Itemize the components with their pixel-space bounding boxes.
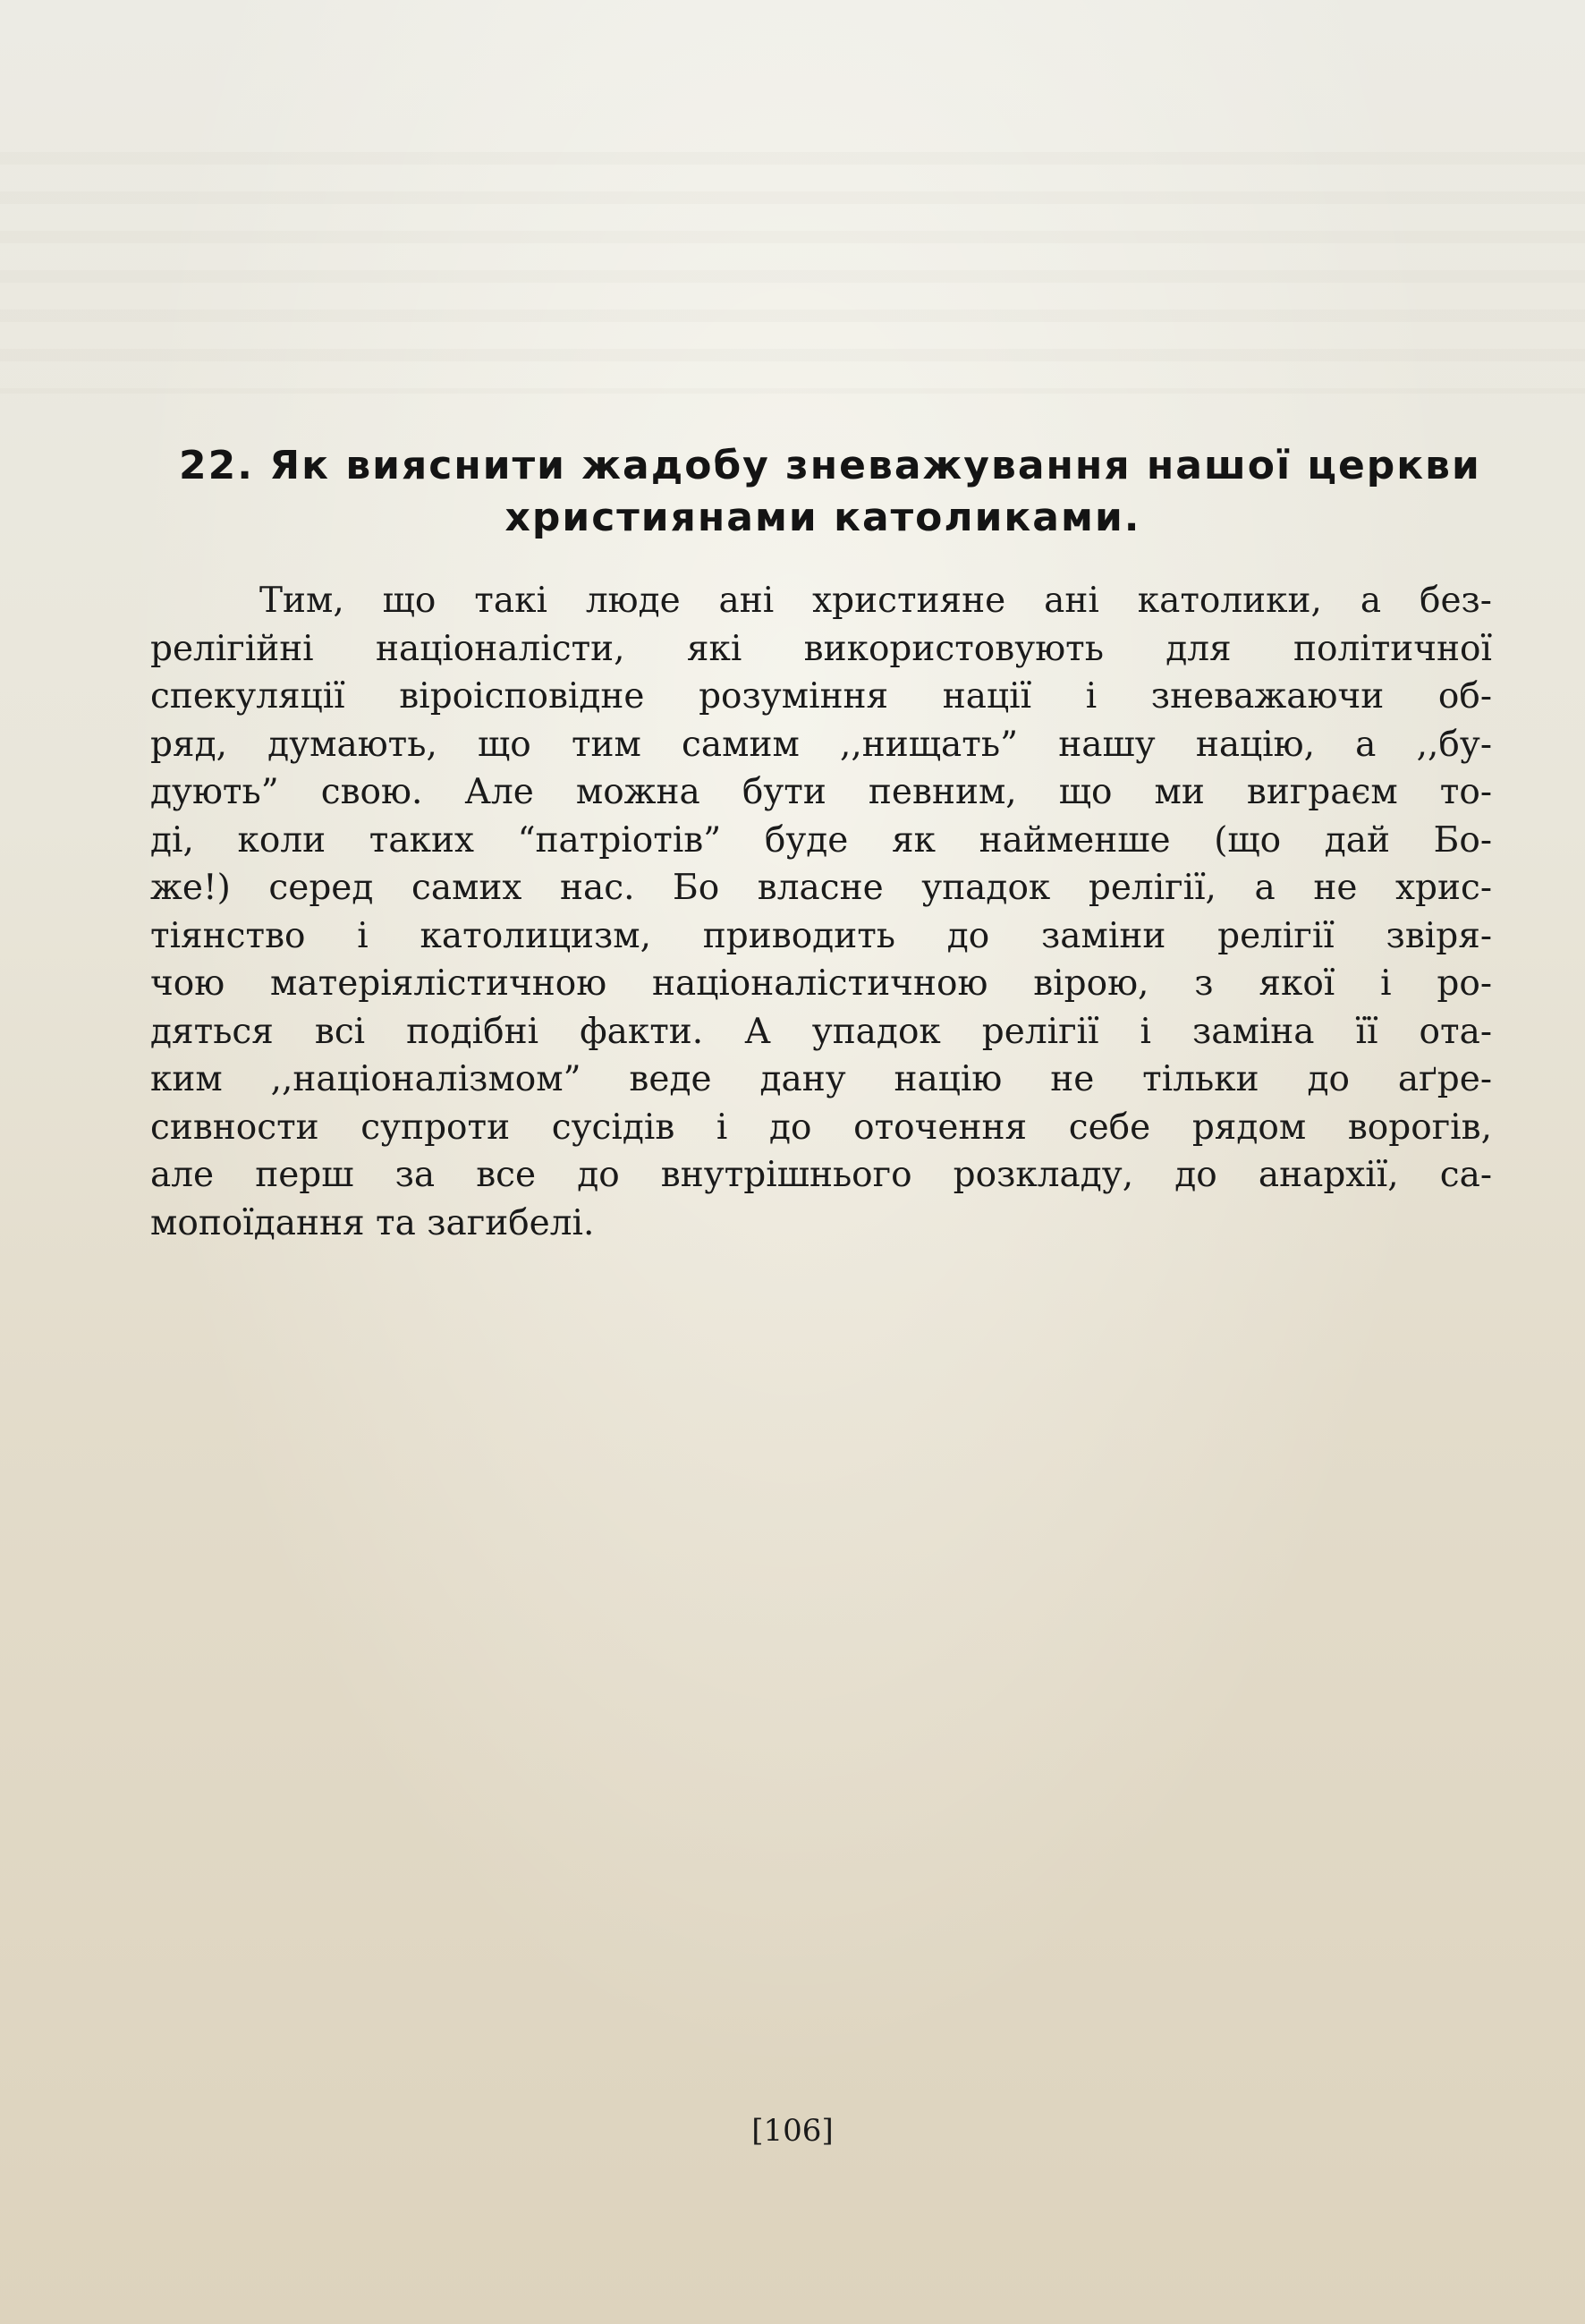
page-number: [106] — [751, 2113, 834, 2149]
paragraph-line: мопоїдання та загибелі. — [150, 1202, 595, 1243]
paragraph-line: сивности супроти сусідів і до оточення себе рядом ворогів, — [150, 1107, 1492, 1148]
paragraph-line: релігійні націоналісти, які використовують для політичної — [150, 628, 1492, 669]
paragraph-line: дують” свою. Але можна бути певним, що ми виграєм то- — [150, 772, 1492, 812]
paragraph-line: чою матеріялістичною націоналістичною вірою, з якої і ро- — [150, 963, 1492, 1004]
paragraph-line: спекуляції віроісповідне розуміння нації і зневажаючи об- — [150, 676, 1492, 717]
section-heading — [179, 440, 1481, 544]
bleed-through-shadow — [0, 125, 1585, 394]
paragraph-line: же!) серед самих нас. Бо власне упадок релігії, а не хрис- — [150, 868, 1492, 908]
paragraph-line: ді, коли таких “патріотів” буде як найменше (що дай Бо- — [150, 819, 1492, 861]
paragraph-line: ряд, думають, що тим самим ,,нищать” нашу націю, а ,,бу- — [150, 724, 1492, 765]
paragraph-line: дяться всі подібні факти. А упадок релігії і заміна її ота- — [150, 1011, 1492, 1052]
body-paragraph — [150, 577, 1492, 1247]
paragraph-line: Тим, що такі люде ані християне ані католики, а без- — [259, 581, 1492, 621]
paragraph-line: тіянство і католицизм, приводить до заміни релігії звіря- — [150, 915, 1492, 956]
section-heading-line-2: християнами католиками. — [504, 495, 1141, 540]
section-heading-line-1: 22. Як вияснити жадобу зневажування нашої церкви — [179, 443, 1481, 488]
paragraph-line: ким ,,націоналізмом” веде дану націю не тільки до аґре- — [150, 1059, 1492, 1099]
paragraph-line: але перш за все до внутрішнього розкладу, до анархії, са- — [150, 1155, 1492, 1195]
